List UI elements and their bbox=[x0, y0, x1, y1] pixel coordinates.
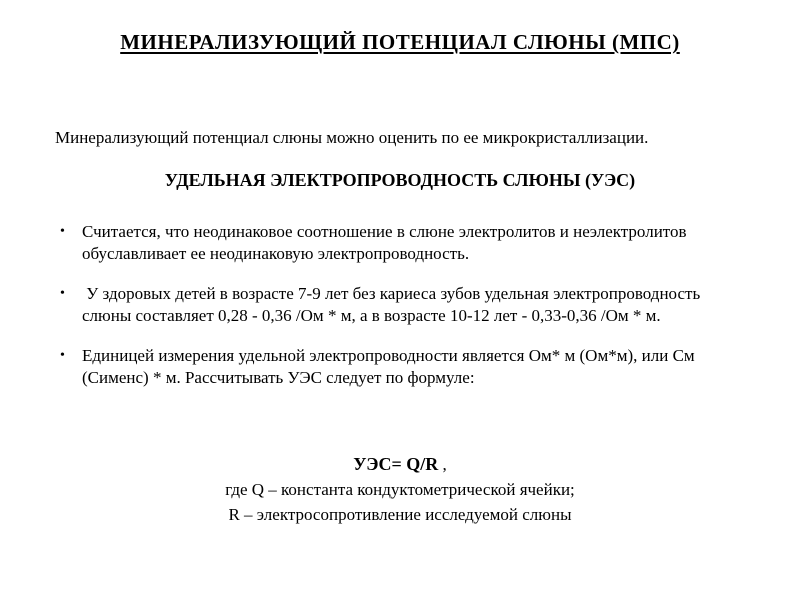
formula-equation-text: УЭС= Q/R bbox=[353, 454, 439, 474]
bullet-icon: • bbox=[60, 224, 65, 239]
bullet-icon: • bbox=[60, 286, 65, 301]
bullet-icon: • bbox=[60, 348, 65, 363]
bullet-text: У здоровых детей в возрасте 7-9 лет без кариеса зубов удельная электропроводность слюны составляет 0,28 - 0,36 /Ом * м, а в возрасте 10-12 лет - 0,33-0,36 /Ом * м. bbox=[82, 284, 705, 325]
formula-legend-q: где Q – константа кондуктометрической ячейки; bbox=[225, 480, 575, 499]
bullet-item bbox=[58, 221, 750, 264]
bullet-list bbox=[58, 221, 750, 407]
bullet-item bbox=[58, 345, 750, 388]
slide-title bbox=[0, 30, 800, 55]
section-heading: УДЕЛЬНАЯ ЭЛЕКТРОПРОВОДНОСТЬ СЛЮНЫ (УЭС) bbox=[164, 170, 636, 190]
bullet-text: Считается, что неодинаковое соотношение в слюне электролитов и неэлектролитов обуславливает ее неодинаковую электропроводность. bbox=[82, 222, 691, 263]
slide-title-text: МИНЕРАЛИЗУЮЩИЙ ПОТЕНЦИАЛ СЛЮНЫ (МПС) bbox=[120, 30, 680, 54]
intro-paragraph: Минерализующий потенциал слюны можно оценить по ее микрокристаллизации. bbox=[55, 128, 649, 147]
bullet-text: Единицей измерения удельной электропроводности является Ом* м (Ом*м), или См (Сименс) * м. Рассчитывать УЭС следует по формуле: bbox=[82, 346, 699, 387]
formula-legend-r: R – электросопротивление исследуемой слюны bbox=[228, 505, 572, 524]
formula-block bbox=[0, 452, 800, 527]
formula-equation bbox=[0, 452, 800, 477]
bullet-item bbox=[58, 283, 750, 326]
formula-equation-comma: , bbox=[438, 455, 447, 474]
